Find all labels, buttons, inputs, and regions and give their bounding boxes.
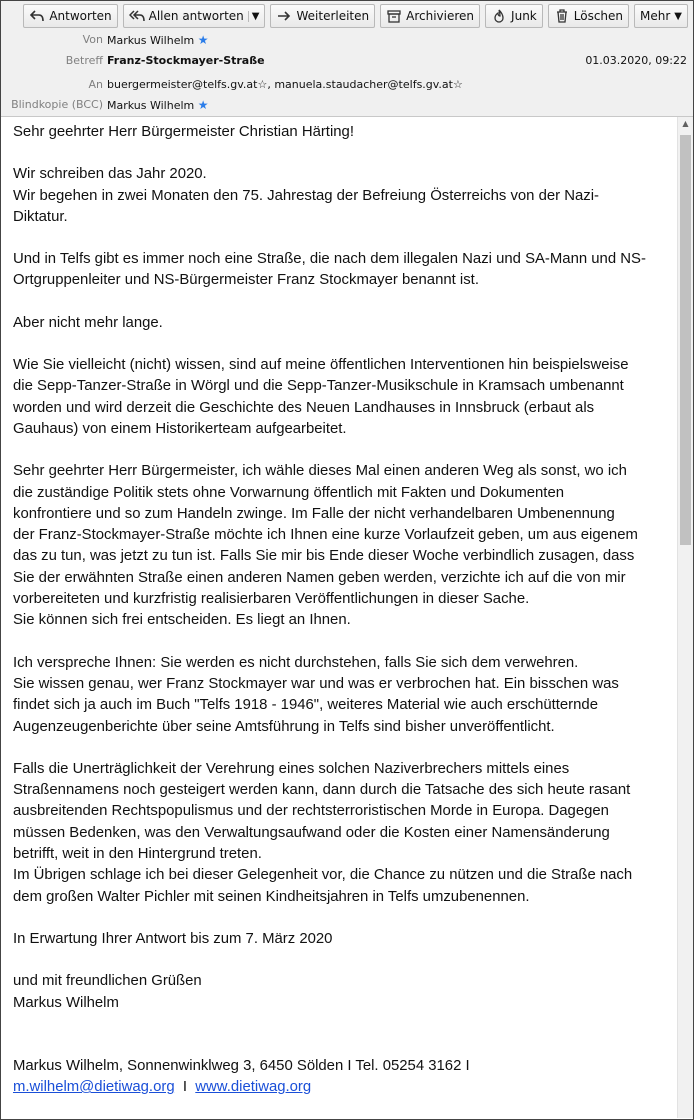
reply-all-icon [129, 8, 145, 24]
forward-button[interactable] [270, 4, 375, 28]
message-scrollbar[interactable] [677, 117, 693, 1118]
signature-address: Markus Wilhelm, Sonnenwinklweg 3, 6450 Sölden I Tel. 05254 3162 I [13, 1057, 470, 1074]
signature-web-link[interactable]: www.dietiwag.org [195, 1079, 312, 1096]
forward-label: Weiterleiten [296, 9, 370, 23]
from-row [1, 30, 693, 50]
paragraph-5: Sehr geehrter Herr Bürgermeister, ich wähle dieses Mal einen anderen Weg als sonst, wo ich die zuständige Politik stets ohne Vorwarnung öffentlich mit Fakten und Dokumenten konfrontiere und so zum Handeln zwinge. Im Falle der nicht verhandelbaren Umbenennung der Franz-Stockmayer-Straße möchte ich Ihnen eine kurze Vorlaufzeit geben, um aus eigenem das zu tun, was jetzt zu tun ist. Falls Sie mir bis Ende dieser Woche verbindlich zusagen, dass Sie der erwähnten Straße einen anderen Namen geben werden, verzichte ich auf die von mir vorbereiteten und kurzfristig realisierbaren Veröffentlichungen in dieser Sache. Sie können sich frei entscheiden. Es liegt an Ihnen. [13, 463, 638, 629]
archive-button[interactable] [380, 4, 480, 28]
archive-icon [386, 8, 402, 24]
scrollbar-thumb[interactable] [680, 135, 691, 545]
archive-label: Archivieren [406, 9, 475, 23]
paragraph-7: Falls die Unerträglichkeit der Verehrung eines solchen Naziverbrechers mittels eines Straßennamens noch gesteigert werden kann, dann durch die Tatsache des sich heute rasant ausbreitenden Rechtspopulismus und der rechtsterroristischen Morde in Europa. Dagegen müssen Bedenken, was den Verwaltungsaufwand oder die Kosten einer Namensänderung betrifft, weit in den Hintergrund treten. Im Übrigen schlage ich bei dieser Gelegenheit vor, die Chance zu nützen und die Straße nach dem großen Walter Pichler mit seinen Kindheitsjahren in Telfs umzubenennen. [13, 760, 633, 905]
reply-label: Antworten [49, 9, 112, 23]
paragraph-3: Aber nicht mehr lange. [13, 314, 163, 331]
paragraph-4: Wie Sie vielleicht (nicht) wissen, sind auf meine öffentlichen Interventionen hin beispielsweise die Sepp-Tanzer-Straße in Wörgl und die Sepp-Tanzer-Musikschule in Kramsach umbenannt worden und wird derzeit die Geschichte des Neuen Landhauses in Innsbruck (erbaut als Gauhaus) von einem Historikerteam aufgearbeitet. [13, 357, 629, 437]
bcc-label: Blindkopie (BCC) [11, 98, 103, 111]
subject-value: Franz-Stockmayer-Straße [107, 54, 265, 67]
bcc-name: Markus Wilhelm [107, 99, 195, 112]
paragraph-2: Und in Telfs gibt es immer noch eine Straße, die nach dem illegalen Nazi und SA-Mann und NS- Ortgruppenleiter und NS-Bürgermeister Franz Stockmayer benannt ist. [13, 251, 646, 289]
star-icon[interactable]: ★ [197, 98, 209, 112]
junk-icon [491, 8, 507, 24]
junk-label: Junk [511, 9, 537, 23]
reply-all-button[interactable] [123, 4, 266, 28]
scroll-up-arrow-icon[interactable]: ▲ [682, 119, 689, 128]
signature [13, 1056, 673, 1099]
signature-separator: I [174, 1079, 196, 1096]
delete-label: Löschen [573, 9, 624, 23]
paragraph-8: In Erwartung Ihrer Antwort bis zum 7. März 2020 [13, 930, 333, 947]
signature-email-link[interactable]: m.wilhelm@dietiwag.org [13, 1079, 175, 1096]
paragraph-1: Wir schreiben das Jahr 2020. Wir begehen in zwei Monaten den 75. Jahrestag der Befreiung Österreichs von der Nazi- Diktatur. [13, 166, 600, 225]
delete-button[interactable] [548, 4, 629, 28]
chevron-down-icon: ▼ [674, 10, 682, 22]
message-date: 01.03.2020, 09:22 [585, 54, 687, 67]
message-toolbar [23, 4, 688, 28]
star-icon[interactable]: ☆ [257, 78, 268, 91]
closing: und mit freundlichen Grüßen Markus Wilhelm [13, 973, 202, 1011]
forward-icon [276, 8, 292, 24]
from-value[interactable] [107, 30, 209, 51]
greeting: Sehr geehrter Herr Bürgermeister Christian Härting! [13, 124, 354, 140]
chevron-down-icon[interactable]: ▼ [248, 11, 260, 22]
subject-label: Betreff [65, 54, 103, 67]
subject-row [1, 51, 693, 71]
trash-icon [554, 8, 570, 24]
to-value: buergermeister@telfs.gv.at☆, manuela.staudacher@telfs.gv.at☆ [107, 78, 463, 91]
bcc-value[interactable] [107, 95, 209, 116]
junk-button[interactable] [485, 4, 543, 28]
message-body [13, 118, 673, 1098]
reply-icon [29, 8, 45, 24]
to-row [1, 75, 693, 95]
from-label: Von [82, 33, 103, 46]
recipient-1[interactable]: buergermeister@telfs.gv.at [107, 78, 258, 91]
star-icon[interactable]: ☆ [453, 78, 463, 91]
star-icon[interactable]: ★ [197, 33, 209, 47]
to-label: An [88, 78, 103, 91]
reply-all-label: Allen antworten [148, 9, 244, 23]
from-name: Markus Wilhelm [107, 34, 195, 47]
more-label: Mehr [640, 9, 671, 23]
message-header [1, 1, 693, 117]
bcc-row [1, 95, 693, 115]
recipient-2[interactable]: manuela.staudacher@telfs.gv.at [274, 78, 453, 91]
more-button[interactable] [634, 4, 688, 28]
reply-button[interactable] [23, 4, 117, 28]
paragraph-6: Ich verspreche Ihnen: Sie werden es nicht durchstehen, falls Sie sich dem verwehren. Sie wissen genau, wer Franz Stockmayer war und was er verbrochen hat. Ein bisschen was findet sich ja auch im Buch "Telfs 1918 - 1946", weiteres Material wie auch erschütternde Augenzeugenberichte über seine Amtsführung in Telfs sind bisher unveröffentlicht. [13, 654, 619, 735]
